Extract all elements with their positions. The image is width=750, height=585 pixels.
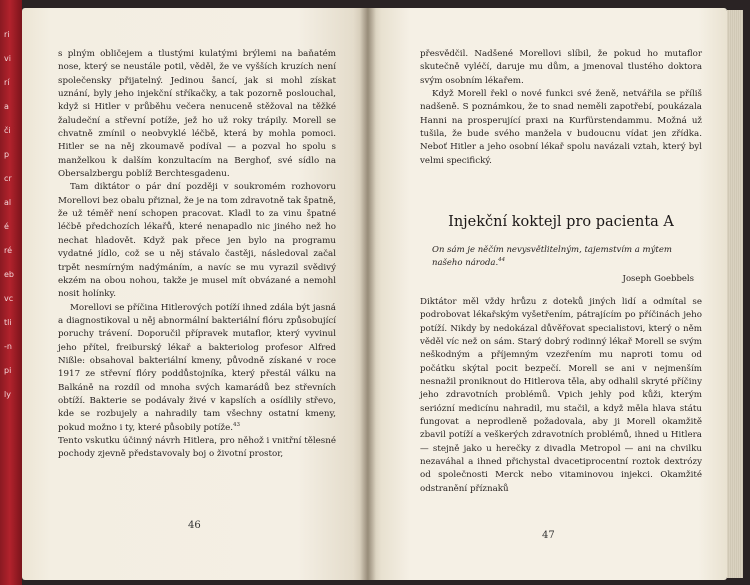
edge-letter: al <box>4 198 12 207</box>
edge-letter: či <box>4 126 11 135</box>
epigraph-text: On sám je něčím nevysvětlitelným, tajemstvím a mýtem našeho národa. <box>432 245 672 268</box>
edge-letter: -n <box>4 342 12 351</box>
edge-letter: tli <box>4 318 12 327</box>
edge-letter: cr <box>4 174 12 183</box>
edge-letter: ri <box>4 30 10 39</box>
page-number: 46 <box>188 520 201 531</box>
paragraph: Tam diktátor o pár dní později v soukromém rozhovoru Morellovi bez obalu přiznal, že je na tom zdravotně tak špatně, že už téměř není schopen pracovat. Kladl to za vinu špatné léčbě předchozích lékařů, které nenapadlo nic jiného než ho nechat hladovět. Když pak přece jen bylo na programu vydatné jídlo, což se u něj stávalo častěji, následoval začal trpět nesmírným nadýmáním, a navíc se mu vyrazil svědivý ekzém na obou nohou, takže je musel mít obvázané a nemohl nosit holínky. <box>58 182 336 300</box>
spine-shadow <box>360 8 376 580</box>
left-page-text <box>58 48 336 462</box>
edge-letter: ly <box>4 390 11 399</box>
right-page-text-bottom <box>420 296 702 496</box>
page-number: 47 <box>542 530 555 541</box>
edge-letter: p <box>4 150 10 159</box>
paragraph: Tento vskutku účinný návrh Hitlera, pro něhož i vnitřní tělesné pochody zjevně představovaly boj o životní prostor, <box>58 435 336 460</box>
footnote-mark: 44 <box>498 257 506 264</box>
red-cover-edge <box>0 0 22 585</box>
paragraph <box>58 302 336 435</box>
edge-letter: pi <box>4 366 12 375</box>
chapter-title: Injekční koktejl pro pacienta A <box>448 214 674 230</box>
edge-letter: eb <box>4 270 14 279</box>
edge-letter: rí <box>4 78 10 87</box>
edge-letter: ré <box>4 246 13 255</box>
epigraph <box>432 244 694 270</box>
edge-letter: vc <box>4 294 14 303</box>
footnote-mark: 43 <box>233 421 241 428</box>
paragraph: přesvědčil. Nadšené Morellovi slíbil, že pokud ho mutaflor skutečně vyléčí, daruje mu dům, a jmenoval tlustého doktora svým osobním lékařem. <box>420 49 702 86</box>
edge-letter: vi <box>4 54 11 63</box>
paragraph: s plným obličejem a tlustými kulatými brýlemi na baňatém nose, který se neustále potil, věděl, že ve vyšších kruzích není společensky přijatelný. Jedinou šancí, jak si mohl získat uznání, byly jeho injekční stříkačky, a tak pozorně poslouchal, když si Hitler v průběhu večera nenuceně stěžoval na těžké žaludeční a střevní potíže, jež ho už roky trápily. Morell se chvatně zmínil o neobvyklé léčbě, která by mohla pomoci. Hitler se na něj zkoumavě podíval — a pozval ho spolu s manželkou k dalším konzultacím na Berghof, své sídlo na Obersalzbergu poblíž Berchtesgadenu. <box>58 49 336 180</box>
paragraph: Diktátor měl vždy hrůzu z doteků jiných lidí a odmítal se podrobovat lékařským vyšetřením, pátrajícím po příčinách jeho potíží. Nikdy by nedokázal důvěřovat specialistovi, který o něm věděl víc než on sám. Starý dobrý rodinný lékař Morell se svým neškodným a příjemným vzezřením mu naproti tomu od počátku skýtal pocit bezpečí. Morell se ani v nejmenším nesnažil proniknout do Hitlerova těla, aby odhalil skryté příčiny jeho zdravotních problémů. Vpich jehly pod kůži, kterým seriózní medicínu nahradil, mu stačil, a když měla hlava státu fungovat a neprodleně požadovala, aby ji Morell okamžitě zbavil potíží a veškerých zdravotních problémů, ihned u Hitlera — stejně jako u herečky z divadla Metropol — ani na chvilku nezaváhal a ihned přichystal dvacetiprocentní roztok dextrózy od společnosti Merck nebo vitaminovou injekci. Okamžité odstranění příznaků <box>420 297 702 494</box>
page-block-edge <box>727 10 743 578</box>
epigraph-author: Joseph Goebbels <box>622 274 694 284</box>
paragraph-text: Morellovi se příčina Hitlerových potíží ihned zdála být jasná a diagnostikoval u něj abnormální bakteriální flóru způsobující poruchy trávení. Doporučil přípravek mutaflor, který vyvinul jeho přítel, freiburský lékař a bakteriolog profesor Alfred Nißle: obsahoval bakteriální kmeny, původně získané v roce 1917 ze střevní flóry poddůstojníka, který přestál válku na Balkáně na rozdíl od mnoha svých kamarádů bez střevních obtíží. Bakterie se podávaly živé v kapslích a osídlily střevo, kde se rozbujely a nahradily tam všechny ostatní kmeny, pokud možno i ty, které působily potíže. <box>58 302 336 433</box>
paragraph: Když Morell řekl o nové funkci své ženě, netvářila se příliš nadšeně. S poznámkou, že to snad neměli zapotřebí, poukázala Hanni na prosperující praxi na Kurfürstendammu. Možná už tušila, že bude svého manžela v budoucnu vídat jen zřídka. Neboť Hitler a jeho osobní lékař spolu navázali vztah, který byl velmi specifický. <box>420 89 702 166</box>
right-page-text-top <box>420 48 702 168</box>
edge-letter: é <box>4 222 9 231</box>
edge-letter: a <box>4 102 9 111</box>
